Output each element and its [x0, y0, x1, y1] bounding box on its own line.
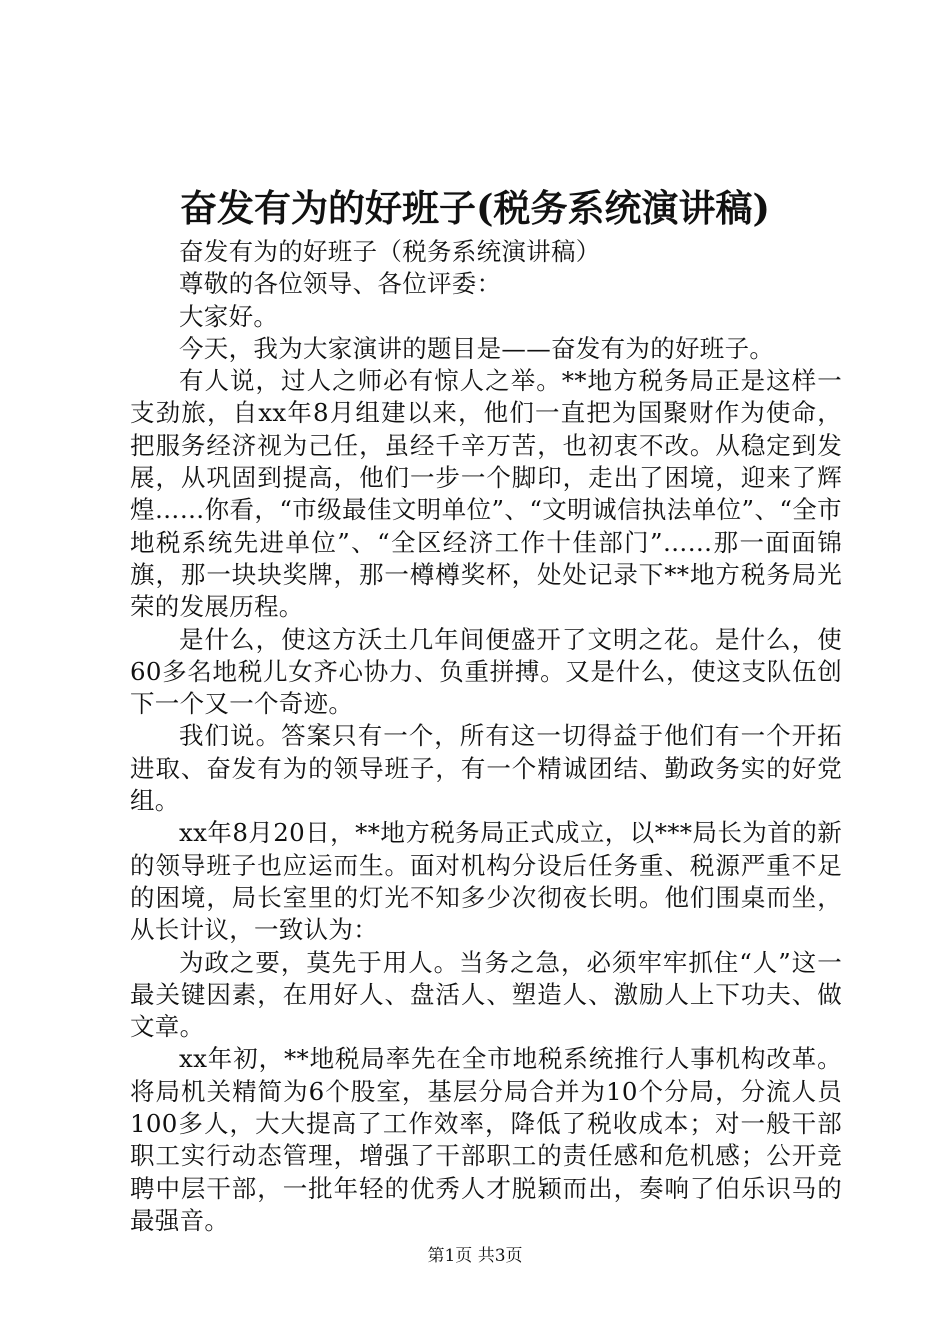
- paragraph: 大家好。: [179, 301, 279, 331]
- paragraph: 尊敬的各位领导、各位评委：: [179, 269, 502, 299]
- paragraph: 是什么，使这方沃土几年间便盛开了文明之花。是什么，使60多名地税儿女齐心协力、负重拼搏。又是什么，使这支队伍创下一个又一个奇迹。: [130, 624, 842, 719]
- document-body: [130, 236, 842, 1237]
- paragraph: 为政之要，莫先于用人。当务之急，必须牢牢抓住“人”这一最关键因素，在用好人、盘活人、塑造人、激励人上下功夫、做文章。: [130, 947, 842, 1042]
- paragraph: 我们说。答案只有一个，所有这一切得益于他们有一个开拓进取、奋发有为的领导班子，有一个精诚团结、勤政务实的好党组。: [130, 721, 842, 816]
- page-title: 奋发有为的好班子(税务系统演讲稿): [179, 186, 770, 230]
- paragraph: xx年8月20日，**地方税务局正式成立，以***局长为首的新的领导班子也应运而生。面对机构分设后任务重、税源严重不足的困境，局长室里的灯光不知多少次彻夜长明。他们围桌而坐，从长计议，一致认为：: [130, 818, 842, 945]
- paragraph: 奋发有为的好班子（税务系统演讲稿）: [179, 237, 601, 266]
- paragraph: 今天，我为大家演讲的题目是——奋发有为的好班子。: [179, 333, 775, 363]
- paragraph: 有人说，过人之师必有惊人之举。**地方税务局正是这样一支劲旅，自xx年8月组建以来，他们一直把为国聚财作为使命，把服务经济视为己任，虽经千辛万苦，也初衷不改。从稳定到发展，从巩固到提高，他们一步一个脚印，走出了困境，迎来了辉煌……你看，“市级最佳文明单位”、“文明诚信执法单位”、“全市地税系统先进单位”、“全区经济工作十佳部门”……那一面面锦旗，那一块块奖牌，那一樽樽奖杯，处处记录下**地方税务局光荣的发展历程。: [130, 366, 842, 622]
- page-number-footer: 第1页 共3页: [427, 1246, 523, 1266]
- paragraph: xx年初，**地税局率先在全市地税系统推行人事机构改革。将局机关精简为6个股室，基层分局合并为10个分局，分流人员100多人，大大提高了工作效率，降低了税收成本；对一般干部职工实行动态管理，增强了干部职工的责任感和危机感；公开竞聘中层干部，一批年轻的优秀人才脱颖而出，奏响了伯乐识马的最强音。: [130, 1044, 842, 1235]
